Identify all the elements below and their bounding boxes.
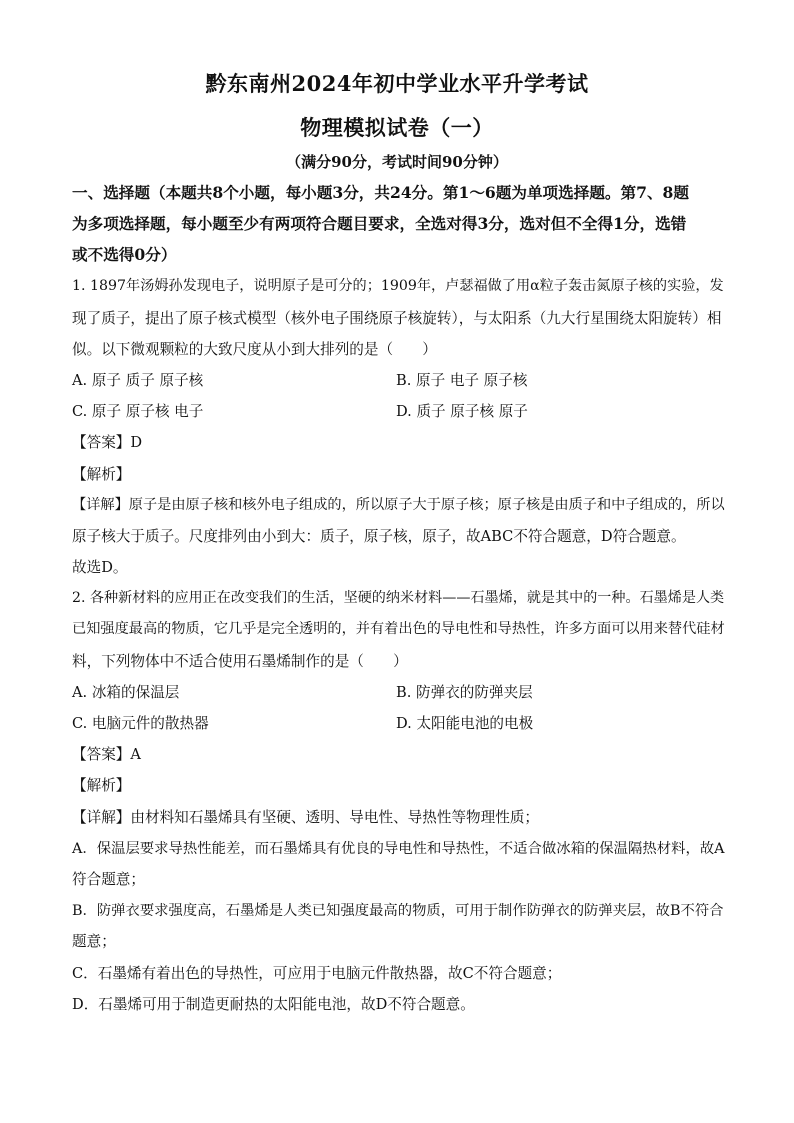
q1-answer: 【答案】D <box>72 434 143 451</box>
q1-stem-line: 现了质子，提出了原子核式模型（核外电子围绕原子核旋转），与太阳系（九大行星围绕太阳旋转）相 <box>72 310 722 327</box>
section-heading-line: 或不选得0分） <box>72 245 177 264</box>
q1-detail-line: 【详解】原子是由原子核和核外电子组成的，所以原子大于原子核；原子核是由质子和中子组成的，所以 <box>72 497 725 513</box>
exam-score-time: （满分90分，考试时间90分钟） <box>286 153 508 171</box>
q2-stem-line: 料，下列物体中不适合使用石墨烯制作的是（ ） <box>72 653 408 670</box>
q1-stem-line: 1. 1897年汤姆孙发现电子，说明原子是可分的；1909年，卢瑟福做了用α粒子轰击氮原子核的实验，发 <box>72 278 724 294</box>
q1-option-b: B. 原子 电子 原子核 <box>396 372 528 389</box>
q2-detail-line: 题意； <box>72 933 116 950</box>
q1-option-c: C. 原子 原子核 电子 <box>72 403 204 420</box>
q2-detail-line: B．防弹衣要求强度高，石墨烯是人类已知强度最高的物质，可用于制作防弹衣的防弹夹层，故B不符合 <box>72 903 724 919</box>
q1-analysis-heading: 【解析】 <box>72 466 131 483</box>
q2-detail-line: 符合题意； <box>72 871 145 888</box>
q2-option-b: B. 防弹衣的防弹夹层 <box>396 684 533 701</box>
q1-stem-line: 似。以下微观颗粒的大致尺度从小到大排列的是（ ） <box>72 341 437 358</box>
q1-detail-line: 原子核大于质子。尺度排列由小到大：质子，原子核，原子，故ABC不符合题意，D符合题意。 <box>72 528 686 545</box>
exam-title: 黔东南州2024年初中学业水平升学考试 <box>205 71 589 96</box>
q2-detail-line: 【详解】由材料知石墨烯具有坚硬、透明、导电性、导热性等物理性质； <box>72 809 540 826</box>
section-heading-line: 为多项选择题，每小题至少有两项符合题目要求，全选对得3分，选对但不全得1分，选错 <box>72 214 687 233</box>
q2-option-d: D. 太阳能电池的电极 <box>396 715 534 732</box>
q2-stem-line: 已知强度最高的物质，它几乎是完全透明的，并有着出色的导电性和导热性，许多方面可以用来替代硅材 <box>72 621 725 637</box>
q2-analysis-heading: 【解析】 <box>72 777 131 794</box>
q2-answer: 【答案】A <box>72 746 141 763</box>
q2-detail-line: C．石墨烯有着出色的导热性，可应用于电脑元件散热器，故C不符合题意； <box>72 965 562 982</box>
q1-option-d: D. 质子 原子核 原子 <box>396 403 528 420</box>
q2-detail-line: A．保温层要求导热性能差，而石墨烯具有优良的导电性和导热性，不适合做冰箱的保温隔热材料，故A <box>72 841 725 857</box>
q1-option-a: A. 原子 质子 原子核 <box>72 372 204 389</box>
q2-detail-line: D．石墨烯可用于制造更耐热的太阳能电池，故D不符合题意。 <box>72 996 475 1013</box>
q1-detail-line: 故选D。 <box>72 559 128 576</box>
q2-option-a: A. 冰箱的保温层 <box>72 684 180 701</box>
section-heading-line: 一、选择题（本题共8个小题，每小题3分，共24分。第1～6题为单项选择题。第7、8题 <box>72 183 689 202</box>
q2-option-c: C. 电脑元件的散热器 <box>72 715 209 732</box>
q2-stem-line: 2. 各种新材料的应用正在改变我们的生活，坚硬的纳米材料——石墨烯，就是其中的一种。石墨烯是人类 <box>72 590 725 606</box>
exam-subject-title: 物理模拟试卷（一） <box>300 115 494 140</box>
